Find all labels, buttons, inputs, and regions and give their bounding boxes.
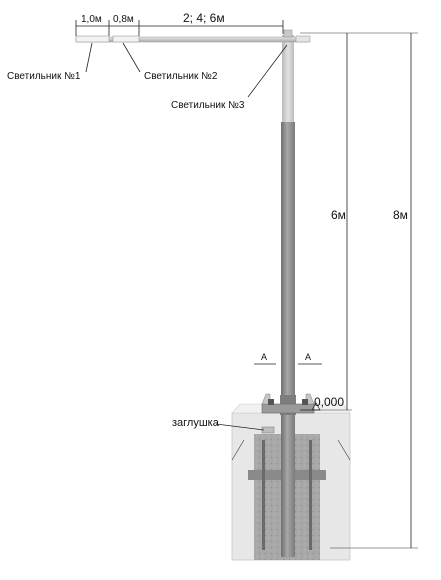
arm-seg-1-label: 1,0м: [81, 14, 102, 25]
pole-top-section: [282, 35, 294, 125]
plug-label: заглушка: [172, 417, 219, 429]
ground-level-label: 0,000: [314, 395, 345, 409]
arm-seg-3-label: 2; 4; 6м: [183, 11, 225, 25]
nut-left: [268, 399, 274, 405]
section-a-left-label: A: [261, 352, 268, 362]
lamp-2-leader: [123, 43, 140, 72]
lamp-1-leader: [86, 43, 92, 72]
lamp-3-leader: [248, 45, 287, 97]
lamp-arm: [76, 37, 308, 42]
height-8-label: 8м: [393, 208, 408, 222]
pole-shaft: [281, 122, 295, 557]
lamp-2-body: [113, 36, 139, 42]
lamp-3-body: [296, 36, 310, 42]
anchor-bolt-right: [309, 440, 312, 550]
nut-right: [302, 399, 308, 405]
height-6-label: 6м: [331, 208, 346, 222]
anchor-bolt-left: [262, 440, 265, 550]
lamp-2-label: Светильник №2: [144, 71, 218, 82]
arm-seg-2-label: 0,8м: [113, 14, 134, 25]
lamp-1-body: [76, 36, 109, 42]
lamp-3-label: Светильник №3: [171, 100, 245, 111]
section-a-right-label: A: [305, 352, 312, 362]
pole-cap: [284, 30, 292, 37]
base-flange: [262, 404, 314, 413]
lamp-1-label: Светильник №1: [7, 71, 81, 82]
